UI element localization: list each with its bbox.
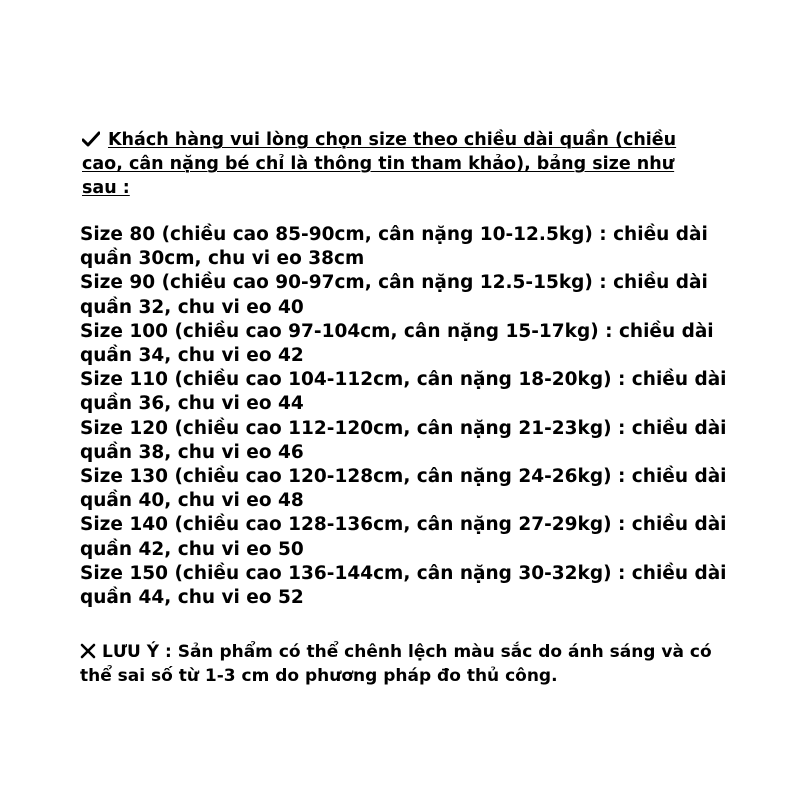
note-paragraph [80,640,770,688]
size-item-80 [80,223,760,271]
size-item-120 [80,417,760,465]
size-item-line: Size 140 (chiều cao 128-136cm, cân nặng 27-29kg) : chiều dài [80,514,727,536]
intro-line-1: Khách hàng vui lòng chọn size theo chiều dài quần (chiều [108,130,677,150]
intro-paragraph [82,128,722,200]
size-item-line: Size 90 (chiều cao 90-97cm, cân nặng 12.5-15kg) : chiều dài [80,272,708,294]
size-item-line: quần 30cm, chu vi eo 38cm [80,248,365,270]
size-item-line: quần 38, chu vi eo 46 [80,441,304,463]
size-item-line: quần 34, chu vi eo 42 [80,345,304,367]
size-item-line: quần 40, chu vi eo 48 [80,490,304,512]
x-mark-icon [80,643,96,659]
size-item-110 [80,368,760,416]
intro-line-2: cao, cân nặng bé chỉ là thông tin tham khảo), bảng size như [82,154,675,174]
note-line-1 [80,640,770,664]
size-item-line: quần 32, chu vi eo 40 [80,296,304,318]
intro-line-3: sau : [82,178,130,198]
size-item-90 [80,271,760,319]
size-item-line: Size 110 (chiều cao 104-112cm, cân nặng 18-20kg) : chiều dài [80,369,727,391]
size-item-line: Size 130 (chiều cao 120-128cm, cân nặng 24-26kg) : chiều dài [80,466,727,488]
size-item-line: quần 36, chu vi eo 44 [80,393,304,415]
size-list [80,223,760,610]
size-item-140 [80,513,760,561]
size-item-130 [80,465,760,513]
size-item-line: quần 44, chu vi eo 52 [80,587,304,609]
size-item-line: Size 120 (chiều cao 112-120cm, cân nặng 21-23kg) : chiều dài [80,417,727,439]
note-text-1: LƯU Ý : Sản phẩm có thể chênh lệch màu sắc do ánh sáng và có [102,642,712,662]
size-item-100 [80,320,760,368]
note-line-2: thể sai số từ 1-3 cm do phương pháp đo thủ công. [80,666,558,686]
check-mark-icon [82,131,100,147]
size-item-line: Size 150 (chiều cao 136-144cm, cân nặng 30-32kg) : chiều dài [80,562,727,584]
size-item-line: quần 42, chu vi eo 50 [80,538,304,560]
size-item-line: Size 80 (chiều cao 85-90cm, cân nặng 10-12.5kg) : chiều dài [80,224,708,245]
size-item-line: Size 100 (chiều cao 97-104cm, cân nặng 15-17kg) : chiều dài [80,320,714,342]
size-item-150 [80,562,760,610]
